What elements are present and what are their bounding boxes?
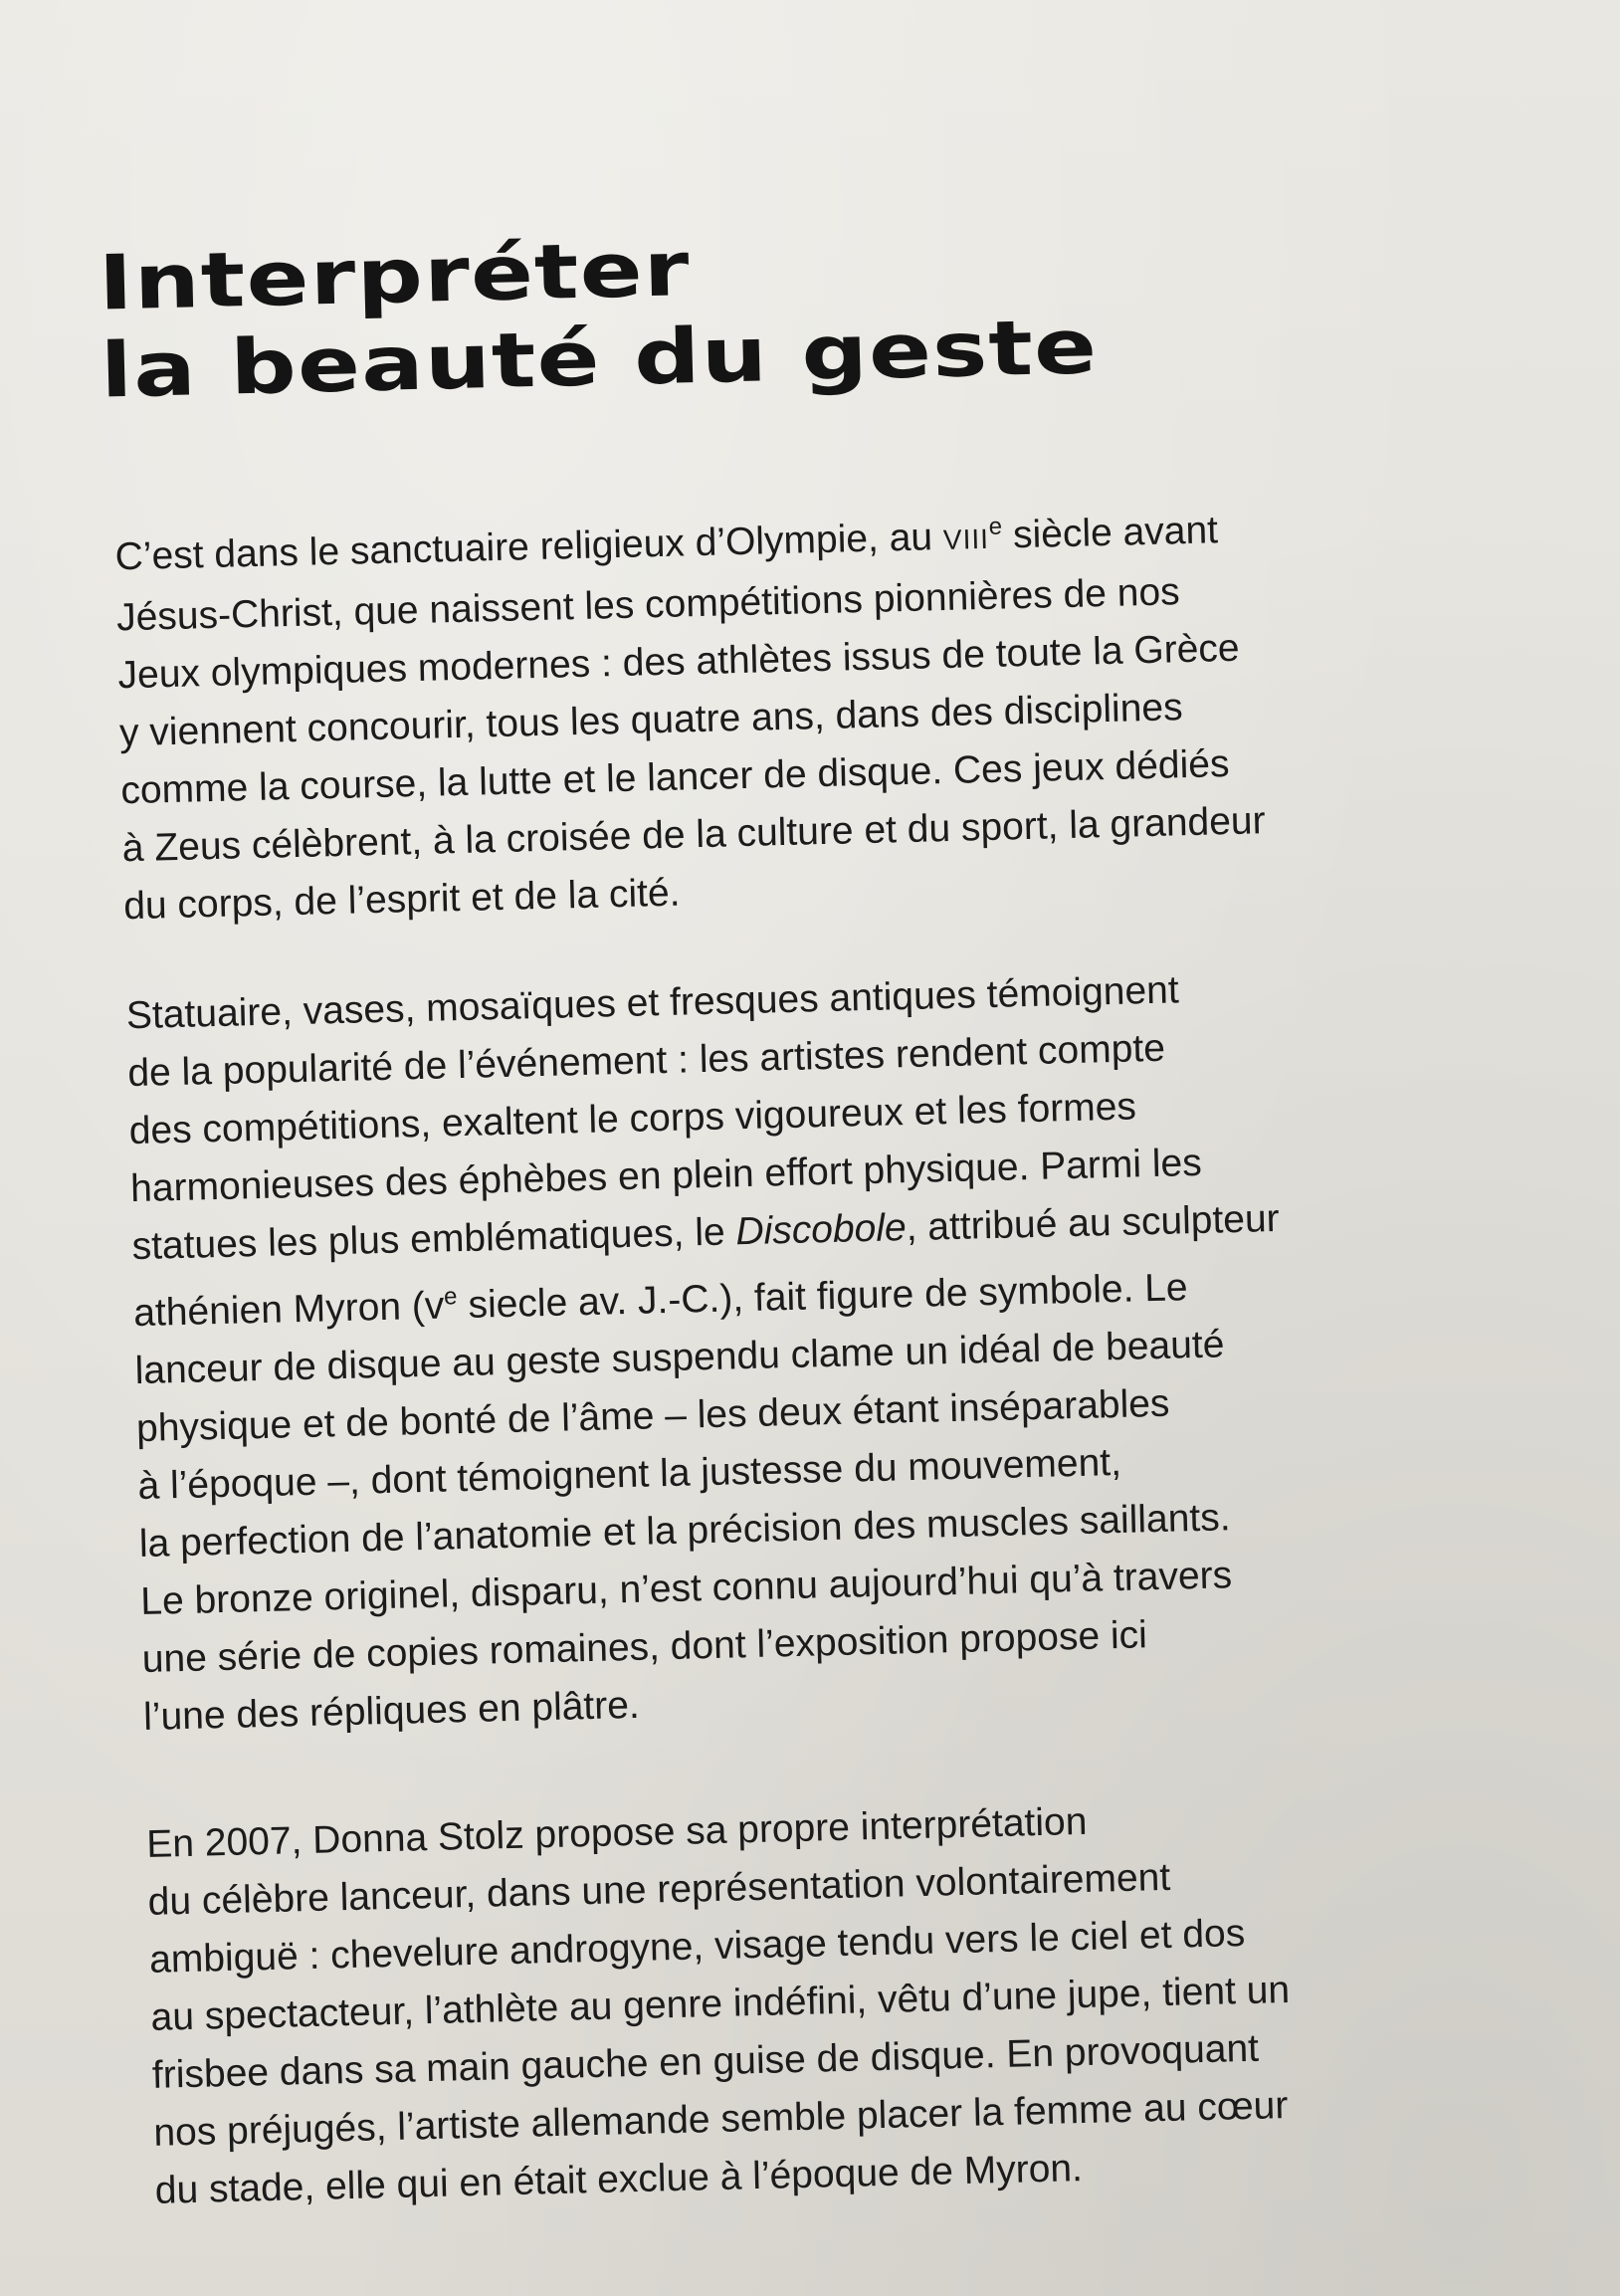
title-line-2: la beauté du geste	[100, 302, 1100, 415]
text-line: lanceur de disque au geste suspendu clame un idéal de beauté	[134, 1323, 1225, 1393]
paragraph-donna-stolz	[146, 1780, 1608, 2220]
text-line: de la popularité de l’événement : les artistes rendent compte	[126, 1026, 1166, 1096]
text-line: Statuaire, vases, mosaïques et fresques antiques témoignent	[125, 968, 1180, 1038]
text-line: une série de copies romaines, dont l’exposition propose ici	[141, 1613, 1148, 1682]
text-line: athénien Myron ($v^e$ siecle av. J.-C.), fait figure de symbole. Le	[132, 1266, 1189, 1336]
title-line-1: Interpréter	[97, 224, 692, 327]
paragraph-olympia	[114, 485, 1577, 937]
text-line: ambiguë : chevelure androgyne, visage tendu vers le ciel et dos	[148, 1912, 1246, 1982]
text-line: à l’époque –, dont témoignent la justesse du mouvement,	[137, 1440, 1122, 1509]
text-line: statues les plus emblématiques, le Discobole, attribué au sculpteur	[131, 1196, 1281, 1269]
text-line: En 2007, Donna Stolz propose sa propre interprétation	[145, 1799, 1088, 1866]
text-line: l’une des répliques en plâtre.	[142, 1683, 641, 1739]
text-line: nos préjugés, l’artiste allemande semble placer la femme au cœur	[152, 2084, 1289, 2155]
text-line: Jésus-Christ, que naissent les compétitions pionnières de nos	[115, 570, 1181, 640]
panel-title	[98, 215, 1099, 414]
text-line: frisbee dans sa main gauche en guise de disque. En provoquant	[151, 2026, 1260, 2097]
text-line: Le bronze originel, disparu, n’est connu aujourd’hui qu’à travers	[139, 1554, 1233, 1624]
text-line: du corps, de l’esprit et de la cité.	[122, 871, 681, 929]
text-line: au spectacteur, l’athlète au genre indéfini, vêtu d’une jupe, tient un	[150, 1968, 1291, 2039]
text-line: des compétitions, exaltent le corps vigoureux et les formes	[128, 1085, 1137, 1153]
text-line: du célèbre lanceur, dans une représentation volontairement	[147, 1855, 1171, 1924]
text-line: comme la course, la lutte et le lancer de disque. Ces jeux dédiés	[119, 742, 1230, 813]
artwork-title: Discobole	[734, 1206, 908, 1254]
paragraph-discobolus	[125, 952, 1596, 1747]
text-line: y viennent concourir, tous les quatre ans, dans des disciplines	[118, 686, 1184, 755]
text-line: harmonieuses des éphèbes en plein effort physique. Parmi les	[129, 1141, 1203, 1211]
text-line: physique et de bonté de l’âme – les deux étant inséparables	[135, 1381, 1170, 1451]
text-line: C’est dans le sanctuaire religieux d’Olympie, au VIIIe siècle avant	[114, 509, 1219, 579]
text-line: Jeux olympiques modernes : des athlètes issus de toute la Grèce	[117, 626, 1241, 698]
text-line: du stade, elle qui en était exclue à l’époque de Myron.	[154, 2147, 1084, 2212]
text-line: la perfection de l’anatomie et la précision des muscles saillants.	[138, 1496, 1232, 1566]
text-line: à Zeus célèbrent, à la croisée de la culture et du sport, la grandeur	[121, 799, 1267, 871]
